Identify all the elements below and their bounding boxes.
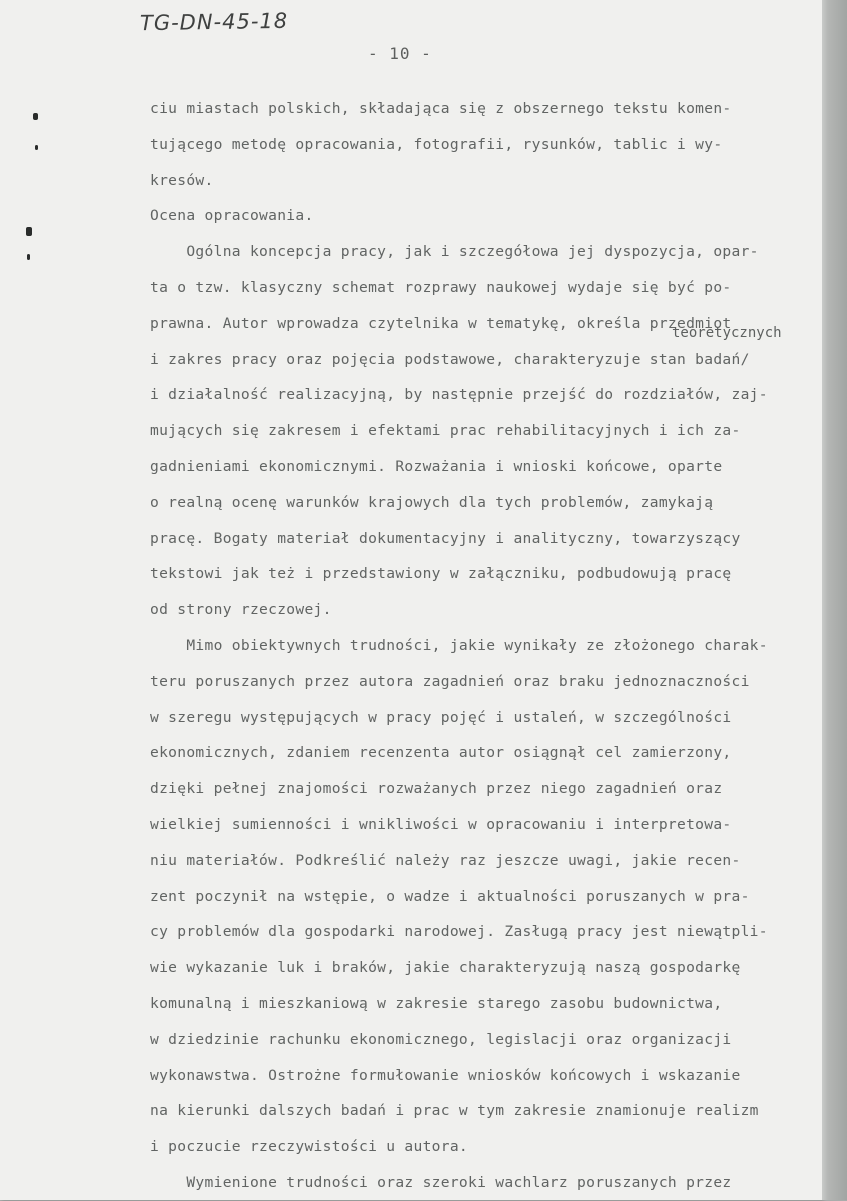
- text-line: prawna. Autor wprowadza czytelnika w tematykę, określa przedmiot: [150, 314, 732, 332]
- text-line: i poczucie rzeczywistości u autora.: [150, 1138, 469, 1156]
- text-line: w szeregu występujących w pracy pojęć i ustaleń, w szczególności: [150, 708, 732, 726]
- text-line: i zakres pracy oraz pojęcia podstawowe, charakteryzuje stan badań/: [150, 350, 750, 368]
- text-line: mujących się zakresem i efektami prac rehabilitacyjnych i ich za-: [150, 422, 741, 440]
- text-line: gadnieniami ekonomicznymi. Rozważania i wnioski końcowe, oparte: [150, 457, 723, 475]
- margin-mark: [35, 145, 38, 150]
- text-line: Ogólna koncepcja pracy, jak i szczegółowa jej dyspozycja, opar-: [150, 243, 759, 261]
- margin-mark: [33, 113, 38, 120]
- text-line: wielkiej sumienności i wnikliwości w opracowaniu i interpretowa-: [150, 815, 732, 833]
- text-line: pracę. Bogaty materiał dokumentacyjny i analityczny, towarzyszący: [150, 529, 741, 547]
- handwritten-reference: TG-DN-45-18: [139, 8, 289, 36]
- text-line: niu materiałów. Podkreślić należy raz jeszcze uwagi, jakie recen-: [150, 851, 741, 869]
- text-line: od strony rzeczowej.: [150, 601, 332, 619]
- text-line: na kierunki dalszych badań i prac w tym zakresie znamionuje realizm: [150, 1102, 759, 1120]
- text-line: tującego metodę opracowania, fotografii, rysunków, tablic i wy-: [150, 135, 723, 153]
- margin-mark: [27, 254, 30, 260]
- text-line: ekonomicznych, zdaniem recenzenta autor osiągnął cel zamierzony,: [150, 744, 732, 762]
- text-line: Wymienione trudności oraz szeroki wachlarz poruszanych przez: [150, 1173, 732, 1191]
- text-line: tekstowi jak też i przedstawiony w załączniku, podbudowują pracę: [150, 565, 732, 583]
- text-line: ciu miastach polskich, składająca się z obszernego tekstu komen-: [150, 100, 732, 117]
- text-line: teru poruszanych przez autora zagadnień oraz braku jednoznaczności: [150, 672, 750, 690]
- interline-insertion: teoretycznych: [672, 325, 782, 341]
- text-line: o realną ocenę warunków krajowych dla tych problemów, zamykają: [150, 493, 714, 511]
- page-number: - 10 -: [368, 44, 432, 63]
- margin-mark: [26, 227, 32, 236]
- text-line: dzięki pełnej znajomości rozważanych przez niego zagadnień oraz: [150, 780, 723, 798]
- text-line: zent poczynił na wstępie, o wadze i aktualności poruszanych w pra-: [150, 887, 750, 905]
- text-line: komunalną i mieszkaniową w zakresie starego zasobu budownictwa,: [150, 994, 723, 1012]
- text-line: ta o tzw. klasyczny schemat rozprawy naukowej wydaje się być po-: [150, 278, 732, 296]
- text-line: wie wykazanie luk i braków, jakie charakteryzują naszą gospodarkę: [150, 959, 741, 977]
- section-heading: Ocena opracowania.: [150, 207, 314, 225]
- text-line: cy problemów dla gospodarki narodowej. Zasługą pracy jest niewątpli-: [150, 923, 768, 941]
- text-line: i działalność realizacyjną, by następnie przejść do rozdziałów, zaj-: [150, 386, 768, 404]
- text-line: kresów.: [150, 171, 214, 189]
- text-line: wykonawstwa. Ostrożne formułowanie wniosków końcowych i wskazanie: [150, 1066, 741, 1084]
- scanner-background-edge: [822, 0, 847, 1200]
- typed-text-body: [150, 91, 830, 1201]
- text-line: w dziedzinie rachunku ekonomicznego, legislacji oraz organizacji: [150, 1030, 732, 1048]
- text-line: Mimo obiektywnych trudności, jakie wynikały ze złożonego charak-: [150, 636, 768, 654]
